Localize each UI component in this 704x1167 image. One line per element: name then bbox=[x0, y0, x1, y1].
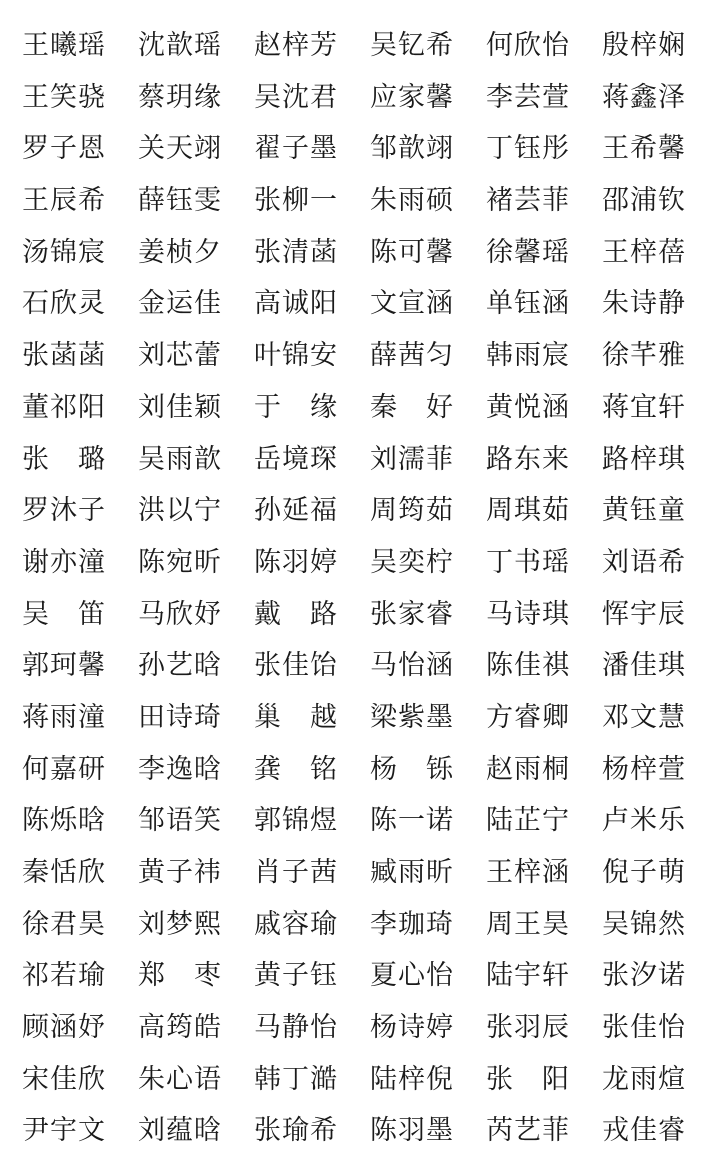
name-cell: 徐馨瑶 bbox=[486, 236, 570, 268]
name-cell: 陈一诺 bbox=[370, 805, 454, 837]
name-cell: 张佳饴 bbox=[254, 650, 338, 682]
name-cell: 肖子茜 bbox=[254, 857, 338, 888]
name-cell: 邓文慧 bbox=[602, 701, 686, 733]
name-cell: 杨 铄 bbox=[370, 753, 454, 785]
name-cell: 芮艺菲 bbox=[486, 1115, 570, 1147]
name-cell: 龚 铭 bbox=[254, 753, 338, 785]
name-cell: 邵浦钦 bbox=[602, 185, 686, 217]
name-cell: 周筠茹 bbox=[370, 495, 454, 527]
name-cell: 谢亦潼 bbox=[22, 546, 106, 578]
name-cell: 郑 枣 bbox=[138, 960, 222, 992]
name-cell: 丁钰彤 bbox=[486, 133, 570, 165]
name-cell: 蒋鑫泽 bbox=[602, 81, 686, 113]
name-cell: 杨梓萱 bbox=[602, 753, 686, 785]
name-cell: 马诗琪 bbox=[486, 598, 570, 630]
name-cell: 陈佳祺 bbox=[486, 650, 570, 682]
name-cell: 韩丁澔 bbox=[254, 1063, 338, 1095]
name-cell: 周王昊 bbox=[486, 908, 570, 940]
name-cell: 徐君昊 bbox=[22, 908, 106, 940]
name-cell: 应家馨 bbox=[370, 81, 454, 113]
name-cell: 尹宇文 bbox=[22, 1115, 106, 1147]
name-cell: 石欣灵 bbox=[22, 288, 106, 320]
name-cell: 黄悦涵 bbox=[486, 391, 570, 423]
name-cell: 吴 笛 bbox=[22, 598, 106, 630]
name-cell: 陈羽婷 bbox=[254, 546, 338, 578]
name-cell: 倪子萌 bbox=[602, 857, 686, 888]
name-cell: 夏心怡 bbox=[370, 960, 454, 992]
name-cell: 刘佳颖 bbox=[138, 391, 222, 423]
name-cell: 张汐诺 bbox=[602, 960, 686, 992]
name-cell: 黄钰童 bbox=[602, 495, 686, 527]
name-cell: 郭锦煜 bbox=[254, 805, 338, 837]
name-cell: 王希馨 bbox=[602, 133, 686, 165]
name-cell: 刘语希 bbox=[602, 546, 686, 578]
name-cell: 杨诗婷 bbox=[370, 1012, 454, 1044]
name-cell: 韩雨宸 bbox=[486, 340, 570, 372]
name-cell: 文宣涵 bbox=[370, 288, 454, 320]
name-cell: 朱心语 bbox=[138, 1063, 222, 1095]
name-cell: 蔡玥缘 bbox=[138, 81, 222, 113]
name-cell: 张家睿 bbox=[370, 598, 454, 630]
name-cell: 郭珂馨 bbox=[22, 650, 106, 682]
name-cell: 路东来 bbox=[486, 443, 570, 475]
name-cell: 王辰希 bbox=[22, 185, 106, 217]
name-cell: 关天翊 bbox=[138, 133, 222, 165]
name-cell: 赵雨桐 bbox=[486, 753, 570, 785]
name-cell: 李珈琦 bbox=[370, 908, 454, 940]
name-cell: 臧雨昕 bbox=[370, 857, 454, 888]
name-cell: 顾涵妤 bbox=[22, 1012, 106, 1044]
name-cell: 陈烁晗 bbox=[22, 805, 106, 837]
name-cell: 王梓涵 bbox=[486, 857, 570, 888]
name-cell: 张 阳 bbox=[486, 1063, 570, 1095]
name-cell: 马怡涵 bbox=[370, 650, 454, 682]
name-cell: 高诚阳 bbox=[254, 288, 338, 320]
name-cell: 徐芊雅 bbox=[602, 340, 686, 372]
name-cell: 陆梓倪 bbox=[370, 1063, 454, 1095]
name-cell: 叶锦安 bbox=[254, 340, 338, 372]
name-cell: 高筠皓 bbox=[138, 1012, 222, 1044]
name-cell: 岳境琛 bbox=[254, 443, 338, 475]
name-cell: 陈宛昕 bbox=[138, 546, 222, 578]
name-cell: 黄子祎 bbox=[138, 857, 222, 888]
name-cell: 朱诗静 bbox=[602, 288, 686, 320]
name-cell: 张菡菡 bbox=[22, 340, 106, 372]
name-cell: 薛茜匀 bbox=[370, 340, 454, 372]
name-cell: 薛钰雯 bbox=[138, 185, 222, 217]
name-cell: 蒋宜轩 bbox=[602, 391, 686, 423]
name-cell: 宋佳欣 bbox=[22, 1063, 106, 1095]
name-cell: 罗子恩 bbox=[22, 133, 106, 165]
name-cell: 张羽辰 bbox=[486, 1012, 570, 1044]
name-cell: 陆宇轩 bbox=[486, 960, 570, 992]
name-cell: 潘佳琪 bbox=[602, 650, 686, 682]
name-cell: 马欣妤 bbox=[138, 598, 222, 630]
name-cell: 刘濡菲 bbox=[370, 443, 454, 475]
name-cell: 马静怡 bbox=[254, 1012, 338, 1044]
name-cell: 吴雨歆 bbox=[138, 443, 222, 475]
name-cell: 陆芷宁 bbox=[486, 805, 570, 837]
name-cell: 吴奕柠 bbox=[370, 546, 454, 578]
name-cell: 沈歆瑶 bbox=[138, 30, 222, 61]
name-cell: 丁书瑶 bbox=[486, 546, 570, 578]
name-cell: 巢 越 bbox=[254, 701, 338, 733]
name-cell: 赵梓芳 bbox=[254, 30, 338, 61]
name-cell: 路梓琪 bbox=[602, 443, 686, 475]
name-cell: 陈可馨 bbox=[370, 236, 454, 268]
name-cell: 邹歆翊 bbox=[370, 133, 454, 165]
name-cell: 姜桢夕 bbox=[138, 236, 222, 268]
name-cell: 刘梦熙 bbox=[138, 908, 222, 940]
name-cell: 王曦瑶 bbox=[22, 30, 106, 61]
name-cell: 殷梓娴 bbox=[602, 30, 686, 61]
name-grid bbox=[22, 20, 702, 1157]
name-cell: 戚容瑜 bbox=[254, 908, 338, 940]
name-cell: 汤锦宸 bbox=[22, 236, 106, 268]
name-cell: 蒋雨潼 bbox=[22, 701, 106, 733]
name-cell: 龙雨煊 bbox=[602, 1063, 686, 1095]
name-cell: 李芸萱 bbox=[486, 81, 570, 113]
name-cell: 朱雨硕 bbox=[370, 185, 454, 217]
name-cell: 孙艺晗 bbox=[138, 650, 222, 682]
name-cell: 祁若瑜 bbox=[22, 960, 106, 992]
name-cell: 何嘉研 bbox=[22, 753, 106, 785]
name-cell: 戎佳睿 bbox=[602, 1115, 686, 1147]
name-cell: 陈羽墨 bbox=[370, 1115, 454, 1147]
name-cell: 刘蕴晗 bbox=[138, 1115, 222, 1147]
name-cell: 翟子墨 bbox=[254, 133, 338, 165]
name-cell: 黄子钰 bbox=[254, 960, 338, 992]
name-cell: 李逸晗 bbox=[138, 753, 222, 785]
name-cell: 田诗琦 bbox=[138, 701, 222, 733]
name-cell: 恽宇辰 bbox=[602, 598, 686, 630]
name-cell: 卢米乐 bbox=[602, 805, 686, 837]
name-cell: 邹语笑 bbox=[138, 805, 222, 837]
name-cell: 张清菡 bbox=[254, 236, 338, 268]
name-cell: 董祁阳 bbox=[22, 391, 106, 423]
name-cell: 金运佳 bbox=[138, 288, 222, 320]
name-cell: 张佳怡 bbox=[602, 1012, 686, 1044]
name-cell: 王梓蓓 bbox=[602, 236, 686, 268]
name-cell: 秦恬欣 bbox=[22, 857, 106, 888]
name-cell: 洪以宁 bbox=[138, 495, 222, 527]
name-cell: 王笑骁 bbox=[22, 81, 106, 113]
name-cell: 吴锦然 bbox=[602, 908, 686, 940]
name-cell: 何欣怡 bbox=[486, 30, 570, 61]
name-cell: 于 缘 bbox=[254, 391, 338, 423]
name-cell: 戴 路 bbox=[254, 598, 338, 630]
name-cell: 张柳一 bbox=[254, 185, 338, 217]
name-cell: 方睿卿 bbox=[486, 701, 570, 733]
name-cell: 单钰涵 bbox=[486, 288, 570, 320]
name-cell: 张瑜希 bbox=[254, 1115, 338, 1147]
name-cell: 秦 好 bbox=[370, 391, 454, 423]
name-cell: 孙延福 bbox=[254, 495, 338, 527]
name-cell: 刘芯蕾 bbox=[138, 340, 222, 372]
name-cell: 梁紫墨 bbox=[370, 701, 454, 733]
name-cell: 吴钇希 bbox=[370, 30, 454, 61]
name-cell: 罗沐子 bbox=[22, 495, 106, 527]
name-cell: 张 璐 bbox=[22, 443, 106, 475]
name-cell: 吴沈君 bbox=[254, 81, 338, 113]
name-cell: 周琪茹 bbox=[486, 495, 570, 527]
name-cell: 褚芸菲 bbox=[486, 185, 570, 217]
